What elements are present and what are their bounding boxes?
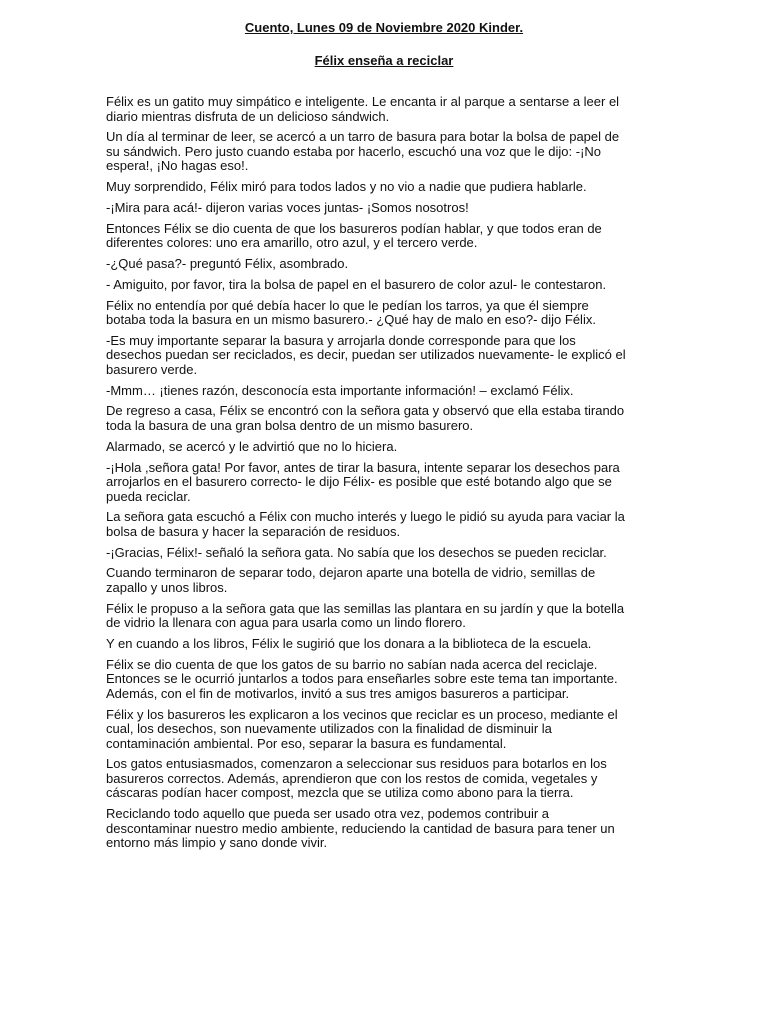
document-date-heading: Cuento, Lunes 09 de Noviembre 2020 Kinder. <box>244 20 524 35</box>
story-paragraph: -¡Mira para acá!- dijeron varias voces juntas- ¡Somos nosotros! <box>106 199 469 215</box>
story-paragraph: Y en cuando a los libros, Félix le sugirió que los donara a la biblioteca de la escuela. <box>106 636 592 652</box>
story-paragraph: La señora gata escuchó a Félix con mucho interés y luego le pidió su ayuda para vaciar la bolsa de basura y hacer la separación de residuos. <box>106 509 625 539</box>
story-paragraph: -¡Hola ,señora gata! Por favor, antes de tirar la basura, intente separar los desechos para arrojarlos en el basurero correcto- le dijo Félix- es posible que esté botando algo que se pueda reciclar. <box>106 459 620 504</box>
story-paragraph: Félix no entendía por qué debía hacer lo que le pedían los tarros, ya que él siempre botaba toda la basura en un mismo basurero.- ¿Qué hay de malo en eso?- dijo Félix. <box>106 297 596 328</box>
story-paragraph: Félix le propuso a la señora gata que las semillas las plantara en su jardín y que la botella de vidrio la llenara con agua para usarla como un lindo florero. <box>106 600 625 631</box>
story-body <box>106 95 666 857</box>
story-title: Félix enseña a reciclar <box>314 53 454 68</box>
story-paragraph: -¿Qué pasa?- preguntó Félix, asombrado. <box>106 255 349 271</box>
story-paragraph: Félix es un gatito muy simpático e inteligente. Le encanta ir al parque a sentarse a leer el diario mientras disfruta de un delicioso sándwich. <box>106 94 620 124</box>
story-paragraph: De regreso a casa, Félix se encontró con la señora gata y observó que ella estaba tirando toda la basura de una gran bolsa dentro de un mismo basurero. <box>106 403 625 433</box>
story-paragraph: -Mmm… ¡tienes razón, desconocía esta importante información! – exclamó Félix. <box>106 382 574 398</box>
story-paragraph: Un día al terminar de leer, se acercó a un tarro de basura para botar la bolsa de papel de su sándwich. Pero justo cuando estaba por hacerlo, escuchó una voz que le dijo: -¡No espera!, ¡No hagas eso!. <box>106 129 620 174</box>
story-paragraph: -Es muy importante separar la basura y arrojarla donde corresponde para que los desechos puedan ser reciclados, es decir, puedan ser utilizados nuevamente- le explicó el basurero verde. <box>106 332 626 377</box>
story-paragraph: Reciclando todo aquello que pueda ser usado otra vez, podemos contribuir a descontaminar nuestro medio ambiente, reduciendo la cantidad de basura para tener un entorno más limpio y sano donde vivir. <box>106 806 615 851</box>
story-paragraph: Cuando terminaron de separar todo, dejaron aparte una botella de vidrio, semillas de zapallo y unos libros. <box>106 565 596 595</box>
story-paragraph: Los gatos entusiasmados, comenzaron a seleccionar sus residuos para botarlos en los basureros correctos. Además, aprendieron que con los restos de comida, vegetales y cáscaras podían hacer compost, mezcla que se utiliza como abono para la tierra. <box>106 756 607 801</box>
document-header <box>0 20 768 69</box>
story-paragraph: -¡Gracias, Félix!- señaló la señora gata. No sabía que los desechos se pueden reciclar. <box>106 544 607 560</box>
story-paragraph: Muy sorprendido, Félix miró para todos lados y no vio a nadie que pudiera hablarle. <box>106 179 587 195</box>
story-paragraph: Félix y los basureros les explicaron a los vecinos que reciclar es un proceso, mediante el cual, los desechos, son nuevamente utilizados con la finalidad de disminuir la contaminación ambiental. Por eso, separar la basura es fundamental. <box>106 706 618 751</box>
story-paragraph: Alarmado, se acercó y le advirtió que no lo hiciera. <box>106 438 398 454</box>
story-paragraph: - Amiguito, por favor, tira la bolsa de papel en el basurero de color azul- le contestaron. <box>106 276 607 292</box>
story-paragraph: Entonces Félix se dio cuenta de que los basureros podían hablar, y que todos eran de diferentes colores: uno era amarillo, otro azul, y el tercero verde. <box>106 220 602 251</box>
story-paragraph: Félix se dio cuenta de que los gatos de su barrio no sabían nada acerca del reciclaje. Entonces se le ocurrió juntarlos a todos para enseñarles sobre este tema tan importante. Además, con el fin de motivarlos, invitó a sus tres amigos basureros a participar. <box>106 656 618 701</box>
